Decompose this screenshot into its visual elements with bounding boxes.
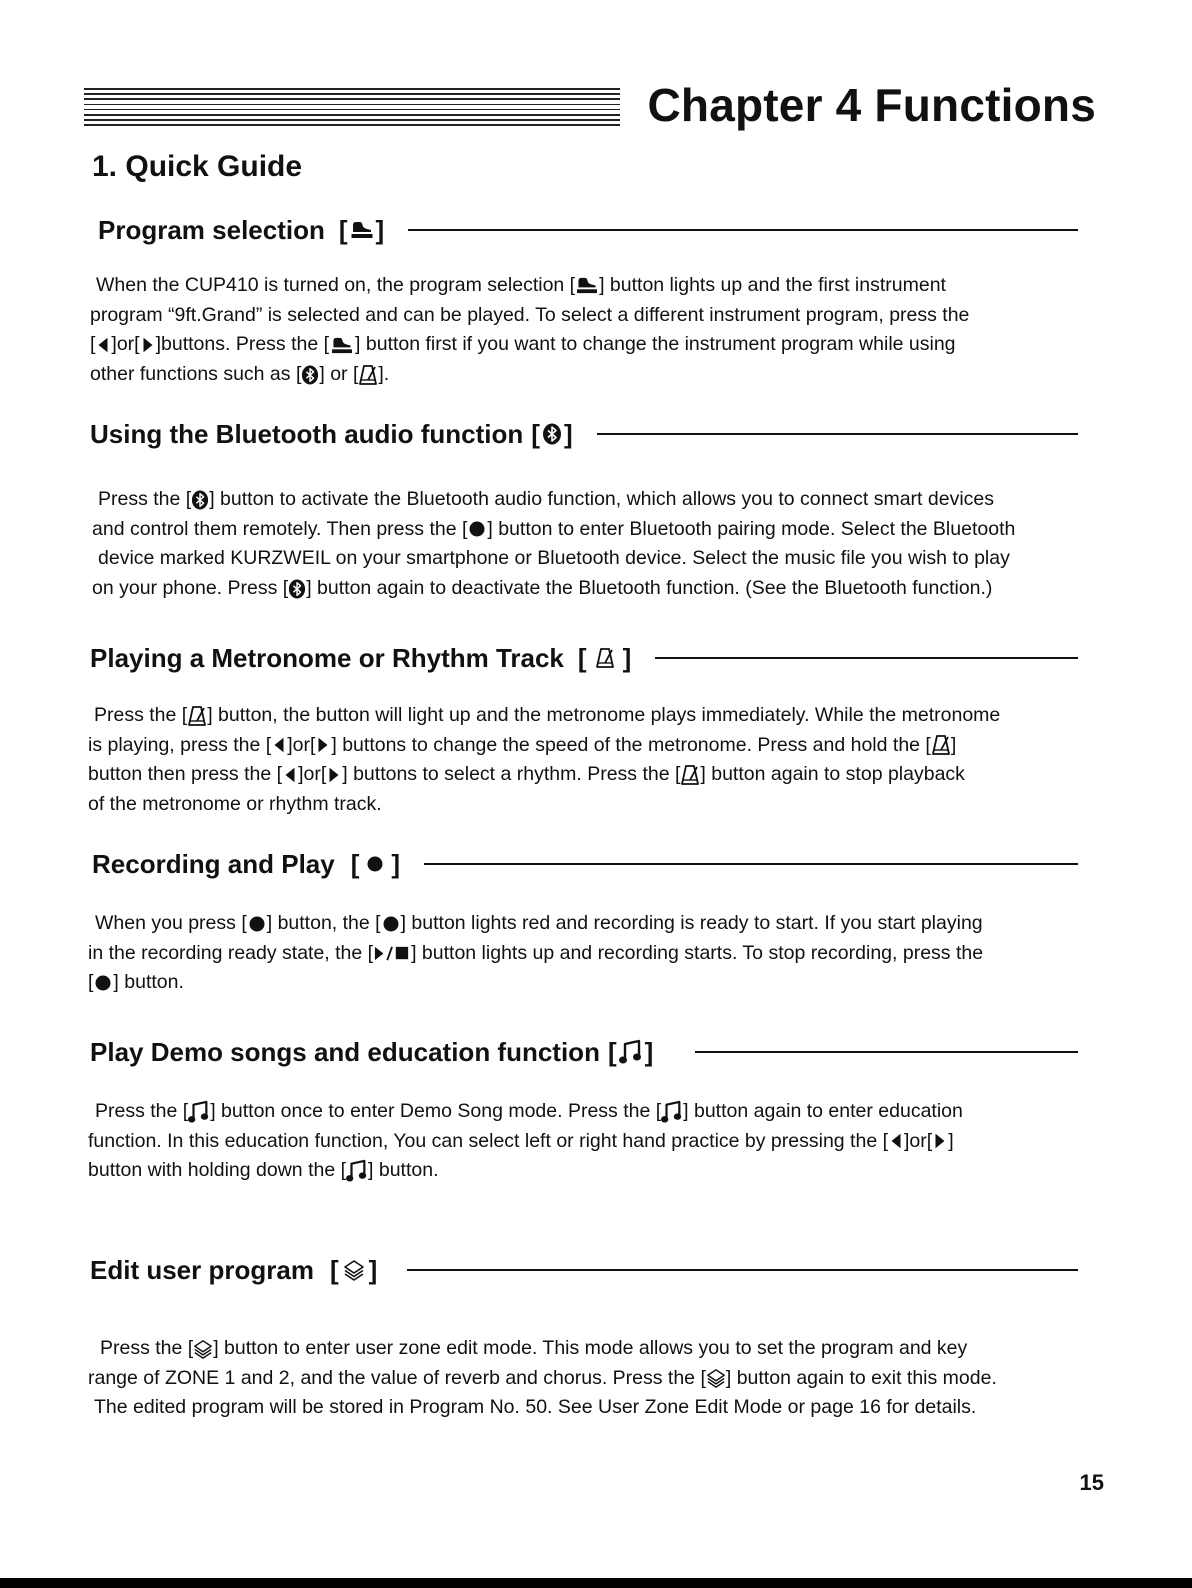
paragraph-text: button then press the [ bbox=[88, 763, 283, 786]
chapter-decorative-lines bbox=[84, 88, 620, 122]
play-stop-icon bbox=[373, 944, 411, 963]
metronome-icon bbox=[595, 646, 615, 670]
paragraph-text: ] button again to stop playback bbox=[700, 763, 965, 786]
bluetooth-icon bbox=[288, 578, 306, 600]
heading-text: Play Demo songs and education function bbox=[90, 1036, 600, 1067]
record-icon bbox=[247, 914, 267, 934]
music-note-icon bbox=[619, 1039, 643, 1065]
paragraph-text: When the CUP410 is turned on, the program selection [ bbox=[96, 274, 576, 296]
bluetooth-icon bbox=[301, 364, 319, 386]
paragraph-text: program “9ft.Grand” is selected and can be played. To select a different instrument program, press the bbox=[90, 303, 970, 326]
paragraph-text: Press the [ bbox=[98, 488, 192, 510]
record-icon bbox=[467, 519, 487, 539]
right-arrow-icon bbox=[932, 1132, 948, 1150]
metronome-paragraph bbox=[88, 701, 1118, 819]
paragraph-text: [ bbox=[90, 333, 96, 356]
paragraph-text: range of ZONE 1 and 2, and the value of reverb and chorus. Press the [ bbox=[88, 1366, 706, 1389]
metronome-icon bbox=[187, 705, 207, 727]
metronome-icon bbox=[680, 764, 700, 786]
left-arrow-icon bbox=[95, 336, 111, 354]
metronome-heading: Playing a Metronome or Rhythm Track [ ] bbox=[90, 640, 1078, 676]
paragraph-text: ]or[ bbox=[298, 763, 327, 786]
metronome-icon bbox=[931, 734, 951, 756]
piano-icon bbox=[350, 220, 374, 240]
edit-user-program-paragraph bbox=[88, 1334, 1118, 1423]
heading-text: Edit user program bbox=[90, 1254, 314, 1285]
right-arrow-icon bbox=[140, 336, 156, 354]
bluetooth-paragraph bbox=[88, 485, 1118, 603]
paragraph-text: in the recording ready state, the [ bbox=[88, 941, 374, 964]
paragraph-text: other functions such as [ bbox=[90, 362, 302, 385]
page-bottom-rule bbox=[0, 1578, 1192, 1588]
recording-paragraph bbox=[88, 909, 1118, 998]
paragraph-text: ]. bbox=[378, 362, 390, 385]
demo-paragraph bbox=[88, 1097, 1118, 1186]
user-program-icon bbox=[193, 1339, 213, 1359]
paragraph-text: ]or[ bbox=[111, 333, 140, 356]
heading-text: Program selection bbox=[98, 214, 325, 245]
user-program-icon bbox=[343, 1259, 365, 1281]
paragraph-text: ] button once to enter Demo Song mode. Press the [ bbox=[210, 1100, 662, 1122]
heading-rule bbox=[424, 863, 1078, 865]
heading-text: Playing a Metronome or Rhythm Track bbox=[90, 642, 564, 673]
heading-rule bbox=[655, 657, 1078, 659]
left-arrow-icon bbox=[888, 1132, 904, 1150]
paragraph-text: Press the [ bbox=[95, 1100, 189, 1122]
heading-rule bbox=[597, 433, 1078, 435]
paragraph-text: button with holding down the [ bbox=[88, 1159, 347, 1182]
paragraph-text: ] button lights red and recording is ready to start. If you start playing bbox=[400, 912, 983, 934]
music-note-icon bbox=[661, 1100, 683, 1124]
paragraph-text: is playing, press the [ bbox=[88, 733, 272, 756]
piano-icon bbox=[329, 336, 355, 355]
paragraph-text: ] button. bbox=[113, 971, 184, 994]
heading-rule bbox=[407, 1269, 1078, 1271]
paragraph-text: ] button to enter Bluetooth pairing mode. Select the Bluetooth bbox=[487, 517, 1016, 540]
paragraph-text: When you press [ bbox=[95, 912, 247, 934]
paragraph-text: [ bbox=[88, 971, 94, 994]
paragraph-text: on your phone. Press [ bbox=[92, 576, 289, 599]
paragraph-text: ] bbox=[948, 1129, 954, 1152]
paragraph-text: ] buttons to select a rhythm. Press the [ bbox=[342, 763, 681, 786]
paragraph-text: The edited program will be stored in Program No. 50. See User Zone Edit Mode or page 16 for details. bbox=[94, 1396, 977, 1419]
left-arrow-icon bbox=[282, 766, 298, 784]
paragraph-text: Press the [ bbox=[100, 1337, 194, 1359]
chapter-header bbox=[84, 78, 1096, 134]
bluetooth-heading: Using the Bluetooth audio function [ ] bbox=[90, 416, 1078, 452]
music-note-icon bbox=[188, 1100, 210, 1124]
heading-rule bbox=[408, 229, 1078, 231]
bluetooth-icon bbox=[191, 489, 209, 511]
left-arrow-icon bbox=[271, 736, 287, 754]
record-icon bbox=[365, 854, 385, 874]
paragraph-text: ] bbox=[950, 733, 957, 756]
paragraph-text: Press the [ bbox=[94, 704, 188, 726]
recording-heading: Recording and Play [ ] bbox=[92, 846, 1078, 882]
paragraph-text: ]or[ bbox=[287, 733, 316, 756]
paragraph-text: ] button, the [ bbox=[266, 912, 381, 934]
metronome-icon bbox=[358, 364, 378, 386]
paragraph-text: ]or[ bbox=[904, 1129, 933, 1152]
chapter-title: Chapter 4 Functions bbox=[647, 79, 1096, 131]
section-title: 1. Quick Guide bbox=[92, 150, 303, 183]
demo-heading: Play Demo songs and education function [ ] bbox=[90, 1034, 1078, 1070]
record-icon bbox=[93, 973, 113, 993]
paragraph-text: function. In this education function, You can select left or right hand practice by pressing the [ bbox=[88, 1129, 888, 1152]
page-number: 15 bbox=[1079, 1470, 1104, 1495]
paragraph-text: ] buttons to change the speed of the metronome. Press and hold the [ bbox=[331, 733, 931, 756]
paragraph-text: ] button to activate the Bluetooth audio function, which allows you to connect smart devices bbox=[209, 488, 995, 510]
right-arrow-icon bbox=[326, 766, 342, 784]
paragraph-text: device marked KURZWEIL on your smartphone or Bluetooth device. Select the music file you wish to play bbox=[98, 547, 1010, 570]
heading-text: Recording and Play bbox=[92, 848, 335, 879]
program-selection-paragraph bbox=[88, 271, 1118, 389]
paragraph-text: ] button again to enter education bbox=[683, 1100, 963, 1122]
paragraph-text: ] button, the button will light up and the metronome plays immediately. While the metronome bbox=[207, 704, 1001, 726]
paragraph-text: ] button lights up and recording starts. To stop recording, press the bbox=[411, 941, 984, 964]
paragraph-text: ] button first if you want to change the instrument program while using bbox=[355, 333, 956, 356]
paragraph-text: ] button again to exit this mode. bbox=[725, 1366, 997, 1389]
piano-icon bbox=[575, 276, 599, 295]
paragraph-text: of the metronome or rhythm track. bbox=[88, 792, 382, 815]
paragraph-text: ] button. bbox=[368, 1159, 439, 1182]
paragraph-text: ] or [ bbox=[319, 362, 359, 385]
paragraph-text: ]buttons. Press the [ bbox=[155, 333, 330, 356]
program-selection-heading: Program selection [ ] bbox=[98, 212, 1078, 248]
edit-user-program-heading: Edit user program [ ] bbox=[90, 1252, 1078, 1288]
music-note-icon bbox=[346, 1159, 368, 1183]
bluetooth-icon bbox=[542, 422, 562, 446]
user-program-icon bbox=[706, 1368, 726, 1388]
paragraph-text: ] button to enter user zone edit mode. This mode allows you to set the program and key bbox=[213, 1337, 968, 1359]
paragraph-text: and control them remotely. Then press the [ bbox=[92, 517, 468, 540]
paragraph-text: ] button lights up and the first instrument bbox=[599, 274, 946, 296]
heading-rule bbox=[695, 1051, 1078, 1053]
right-arrow-icon bbox=[315, 736, 331, 754]
paragraph-text: ] button again to deactivate the Bluetooth function. (See the Bluetooth function.) bbox=[306, 576, 993, 599]
heading-text: Using the Bluetooth audio function bbox=[90, 418, 524, 449]
record-icon bbox=[381, 914, 401, 934]
